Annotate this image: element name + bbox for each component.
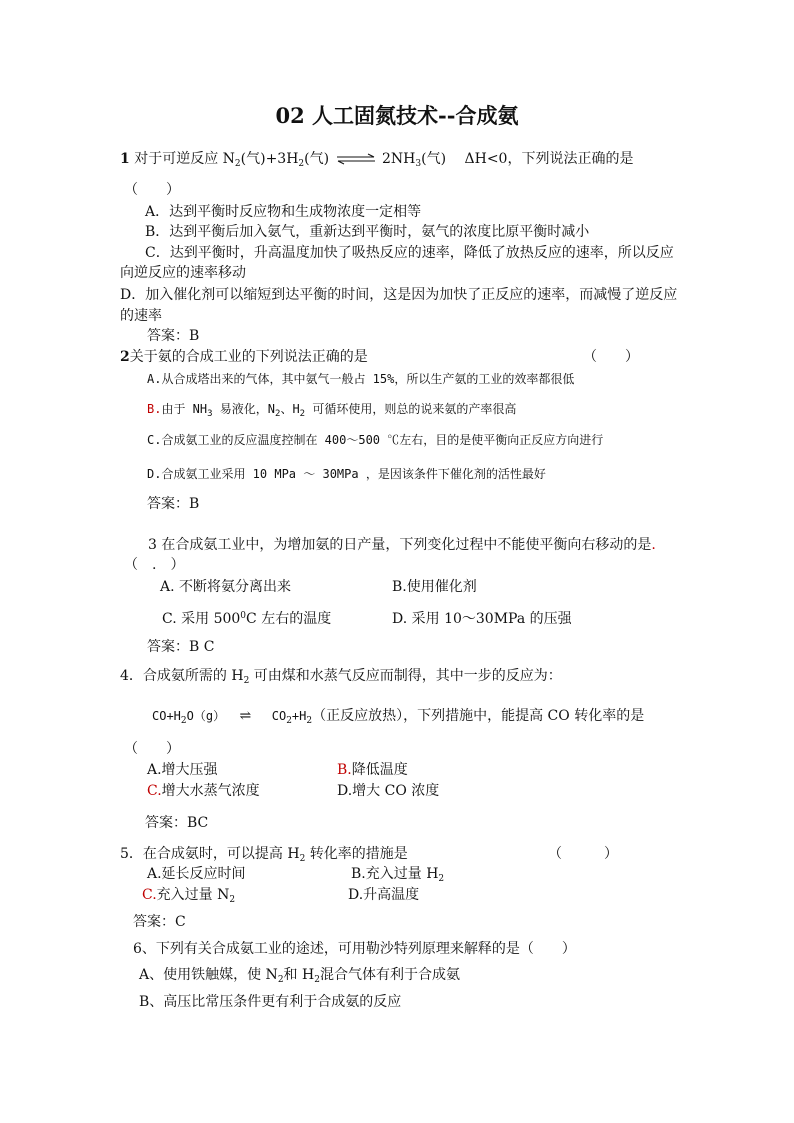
q6-stem: 6、下列有关合成氨工业的途述，可用勒沙特列原理来解释的是（ ）: [133, 941, 576, 957]
q3-paren: （ . ）: [124, 557, 185, 573]
q2-option-b: B.由于 $NH_3$ 易液化，$N_2$、$H_2$ 可循环使用，则总的说来氨的产率很高: [147, 402, 517, 419]
q3-option-c: C. 采用 $500^0C$ 左右的温度: [162, 611, 332, 627]
q4-stem: 4．合成氨所需的 $H_2$ 可由煤和水蒸气反应而制得，其中一步的反应为：: [120, 668, 562, 686]
q3-stem: 3 在合成氨工业中，为增加氨的日产量，下列变化过程中不能使平衡向右移动的是.: [148, 537, 656, 553]
q2-paren: （ ）: [583, 349, 639, 365]
q1-answer: 答案：B: [147, 328, 200, 344]
q5-option-a: A.延长反应时间: [147, 866, 246, 882]
q1-option-d: D．加入催化剂可以缩短到达平衡的时间，这是因为加快了正反应的速率，而减慢了逆反应: [120, 287, 678, 303]
q2-option-d: D.合成氨工业采用 10 MPa ～ 30MPa ，是因该条件下催化剂的活性最好: [147, 467, 546, 481]
q2-option-c: C.合成氨工业的反应温度控制在 400～500 ℃左右，目的是使平衡向正反应方向进行: [147, 433, 604, 447]
q3-option-a: A. 不断将氨分离出来: [160, 579, 292, 595]
reversible-arrow-icon: ⇌: [239, 708, 252, 724]
q1-stem: 1 对于可逆反应 $N_2$(气)$+3H_2$(气) $2NH_3$(气) ΔH<0，下列说法正确的是: [120, 151, 634, 169]
q6-option-b: B、高压比常压条件更有利于合成氨的反应: [139, 994, 402, 1010]
q5-paren: （ ）: [548, 846, 618, 862]
q4-option-c: C.增大水蒸气浓度: [147, 783, 260, 799]
q1-option-a: A．达到平衡时反应物和生成物浓度一定相等: [145, 204, 422, 220]
q4-option-b: B.降低温度: [337, 762, 408, 778]
q5-answer: 答案：C: [133, 914, 186, 930]
q6-option-a: A、使用铁触媒，使 $N_2$和 $H_2$混合气体有利于合成氨: [139, 967, 460, 985]
q1-option-d-cont: 的速率: [120, 308, 162, 324]
q3-option-d: D. 采用 10～30MPa 的压强: [392, 611, 572, 627]
page-title: 02 人工固氮技术--合成氨: [275, 103, 519, 128]
q4-answer: 答案：BC: [145, 815, 209, 831]
q4-equation: $CO+H_2O(g)$ ⇌ $CO_2+H_2$（正反应放热），下列措施中，能提高 CO 转化率的是: [152, 708, 645, 726]
q4-option-a: A.增大压强: [147, 762, 218, 778]
q5-option-d: D.升高温度: [348, 887, 420, 903]
q3-option-b: B.使用催化剂: [392, 579, 477, 595]
q4-option-d: D.增大 CO 浓度: [337, 783, 440, 799]
q5-stem: 5．在合成氨时，可以提高 $H_2$ 转化率的措施是: [120, 846, 408, 864]
q1-option-b: B．达到平衡后加入氨气，重新达到平衡时，氨气的浓度比原平衡时减小: [145, 224, 590, 240]
q4-paren: （ ）: [124, 741, 180, 757]
q5-option-b: B.充入过量 $H_2$: [351, 866, 445, 884]
q1-option-c: C．达到平衡时，升高温度加快了吸热反应的速率，降低了放热反应的速率，所以反应: [145, 245, 674, 261]
q2-number: 2: [120, 349, 130, 365]
q2-answer: 答案：B: [147, 496, 200, 512]
q2-stem: 2关于氨的合成工业的下列说法正确的是: [120, 349, 368, 365]
q3-answer: 答案：B C: [147, 639, 215, 655]
q1-number: 1: [120, 151, 130, 167]
q5-option-c: C.充入过量 $N_2$: [142, 887, 236, 905]
q2-option-a: A.从合成塔出来的气体，其中氨气一般占 15%，所以生产氨的工业的效率都很低: [147, 372, 575, 386]
q1-paren: （ ）: [124, 182, 180, 198]
equilibrium-arrow-icon: [336, 153, 376, 165]
q1-option-c-cont: 向逆反应的速率移动: [120, 265, 246, 281]
